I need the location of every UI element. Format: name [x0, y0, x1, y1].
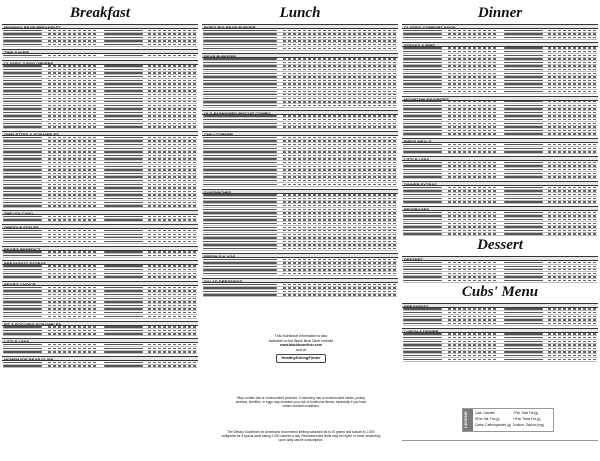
section-rows	[402, 308, 598, 326]
section-rows	[202, 58, 398, 108]
menu-section	[402, 328, 598, 362]
breakfast-title: Breakfast	[70, 5, 130, 21]
table-row	[3, 315, 197, 319]
breakfast-sections	[2, 24, 198, 368]
dessert-sections	[402, 256, 598, 283]
menu-section	[2, 246, 198, 258]
table-row	[203, 183, 397, 187]
section-heading-text: DINNER EXTRAS	[404, 182, 437, 187]
section-heading-text: BEAR'S BENEDICT	[4, 246, 41, 251]
menu-section	[202, 131, 398, 186]
menu-section	[402, 206, 598, 236]
section-heading-text: HOMEMADE BEAR CLAW	[4, 357, 54, 362]
table-row	[3, 43, 197, 47]
section-rows	[402, 143, 598, 154]
lunch-sections	[202, 24, 398, 297]
dinner-sections	[402, 24, 598, 236]
footer-divider	[402, 440, 598, 441]
table-row	[403, 90, 597, 94]
table-row	[403, 133, 597, 137]
menu-section	[2, 210, 198, 222]
legend-item: SFat: Sat. Fat (g)	[475, 417, 500, 421]
menu-section	[2, 49, 198, 58]
menu-section	[402, 42, 598, 94]
section-heading-text: BEVERAGES	[404, 207, 430, 212]
section-heading-text: FRESH SALADS	[204, 254, 236, 259]
section-heading-text: TIME SAVER!	[4, 49, 30, 54]
table-row	[203, 104, 397, 108]
section-rows	[402, 186, 598, 204]
table-row	[3, 351, 197, 355]
section-heading-text: BEAR'S CHOICE	[4, 282, 36, 287]
section-rows	[402, 333, 598, 362]
website-info	[252, 334, 350, 364]
section-heading-text: LITTLE LESS	[404, 157, 430, 162]
section-rows	[2, 54, 198, 58]
table-row	[403, 151, 597, 155]
legend-tag: LEGEND	[463, 409, 473, 431]
section-heading-text: CLASSIC 3-EGG ORDERS	[4, 60, 54, 65]
menu-section	[402, 156, 598, 179]
section-heading-text: CLASSIC COMFORT FOOD	[404, 25, 456, 29]
table-row	[203, 47, 397, 51]
info-line-2: available on the Black Bear Diner website	[268, 338, 334, 343]
section-heading-text: FIT & FOCUSED SCRAMBLES	[4, 321, 62, 326]
table-row	[203, 272, 397, 276]
info-line-1: This Nutritional Information is also	[274, 334, 328, 338]
section-heading-text: SALAD DRESSINGS	[204, 279, 243, 284]
table-row	[403, 358, 597, 362]
menu-section	[402, 256, 598, 283]
section-heading-text: GRIDDLE STYLES	[4, 225, 39, 230]
section-rows	[402, 211, 598, 236]
section-rows	[2, 326, 198, 337]
menu-section	[2, 224, 198, 243]
cubs-sections	[402, 303, 598, 362]
table-row	[403, 176, 597, 180]
table-row	[403, 322, 597, 326]
table-row	[3, 219, 197, 223]
section-rows	[2, 265, 198, 279]
table-row	[203, 247, 397, 251]
section-rows	[2, 29, 198, 47]
menu-section	[2, 24, 198, 47]
section-rows	[2, 229, 198, 243]
section-rows	[2, 215, 198, 222]
section-rows	[402, 47, 598, 94]
section-heading-text: STEAKS & RIBS	[404, 42, 435, 47]
section-rows	[202, 115, 398, 129]
menu-section	[2, 60, 198, 130]
section-heading-text: SANDWICHES	[204, 189, 232, 194]
table-row	[3, 365, 197, 369]
lunch-title: Lunch	[279, 5, 321, 21]
section-rows	[2, 343, 198, 354]
menu-section	[402, 303, 598, 326]
menu-section	[402, 138, 598, 154]
menu-section	[202, 278, 398, 297]
legend-item: TFat: Total Fat (g)	[513, 411, 539, 415]
table-row	[3, 276, 197, 280]
cubs-menu-title: Cubs' Menu	[461, 283, 539, 300]
legend-item: TrFat: Trans Fat (g)	[513, 417, 541, 421]
section-rows	[2, 65, 198, 130]
legend-item: Carbs: Carbohydrates (g)	[475, 423, 511, 427]
section-rows	[2, 286, 198, 318]
section-rows	[402, 261, 598, 283]
menu-section	[202, 189, 398, 252]
lunch-column	[202, 4, 398, 297]
table-row	[3, 126, 197, 130]
table-row	[3, 254, 197, 258]
section-rows	[202, 258, 398, 276]
healthy-dining-logo: HealthyDiningFinder	[276, 354, 325, 363]
dinner-column	[402, 4, 598, 362]
menu-section	[2, 260, 198, 279]
menu-section	[202, 253, 398, 276]
section-rows	[402, 101, 598, 137]
info-line-4: and at	[296, 347, 306, 352]
section-heading-text: THE VOLCANO	[4, 211, 34, 216]
consumer-advisory-note: *May contain raw or undercooked products. Consuming raw or undercooked meats, poultry, seafood, shellfish, or eggs may increase your risk of foodborne illness, especially if you have certain medical conditions.	[235, 396, 367, 408]
table-row	[3, 205, 197, 209]
section-heading-text: LUNCH & DINNER	[404, 328, 439, 333]
menu-section	[2, 281, 198, 318]
section-heading-text: HIGHWAY BEAR BREAKFAST	[4, 25, 61, 29]
menu-section	[2, 131, 198, 208]
section-rows	[202, 29, 398, 51]
section-heading-text: OMELETTES & SCRAMBLES	[4, 132, 59, 137]
section-heading-text: OLD-FASHIONED BISCUIT COMBO	[204, 110, 271, 115]
info-line-3[interactable]: www.blackbeardiner.com	[280, 343, 322, 347]
section-rows	[202, 283, 398, 297]
section-heading-text: BOB'S BIG BEAR BURGER	[204, 25, 256, 29]
section-heading-text: BIRDS MEALS	[404, 139, 432, 144]
menu-section	[2, 321, 198, 337]
nutrition-legend	[462, 408, 554, 432]
section-rows	[202, 136, 398, 186]
section-heading-text: BEAR BURGERS	[204, 53, 237, 58]
table-row	[3, 54, 197, 58]
legend-item: Sodium: Sodium (mg)	[513, 423, 544, 427]
section-heading-text: CHILI CORNER	[204, 132, 233, 137]
table-row	[3, 240, 197, 244]
menu-section	[2, 338, 198, 354]
table-row	[403, 36, 597, 40]
menu-section	[402, 181, 598, 204]
dessert-title: Dessert	[477, 237, 523, 254]
legend-items	[473, 409, 553, 431]
section-heading-text: LITTLE LESS	[4, 339, 30, 344]
dinner-title: Dinner	[477, 5, 523, 21]
section-rows	[2, 136, 198, 208]
menu-section	[202, 24, 398, 51]
section-heading-text: BREAKFAST EXTRAS	[4, 260, 46, 265]
section-heading-text: DESSERT	[404, 257, 423, 262]
dietary-guidelines-note: The Dietary Guidelines for Americans recommend limiting saturated fat to 20 grams and sodium to 2,300 milligrams for a typical adult eating 2,000 calories a day. Recommended limits may be higher or lower depending upon daily calorie consumption.	[221, 430, 381, 442]
legend-item: Cals: Calories	[475, 411, 495, 415]
section-rows	[2, 251, 198, 258]
section-heading-text: BREAKFAST	[404, 303, 429, 308]
breakfast-column	[2, 4, 198, 368]
table-row	[203, 126, 397, 130]
section-rows	[202, 194, 398, 252]
menu-section	[202, 53, 398, 108]
menu-section	[202, 110, 398, 129]
menu-section	[402, 24, 598, 40]
menu-section	[2, 356, 198, 368]
table-row	[3, 333, 197, 337]
section-rows	[402, 29, 598, 40]
section-heading-text: MOUNTAIN FAVORITES	[404, 96, 449, 101]
section-rows	[2, 361, 198, 368]
menu-section	[402, 96, 598, 137]
section-rows	[402, 161, 598, 179]
table-row	[203, 294, 397, 298]
table-row	[403, 201, 597, 205]
